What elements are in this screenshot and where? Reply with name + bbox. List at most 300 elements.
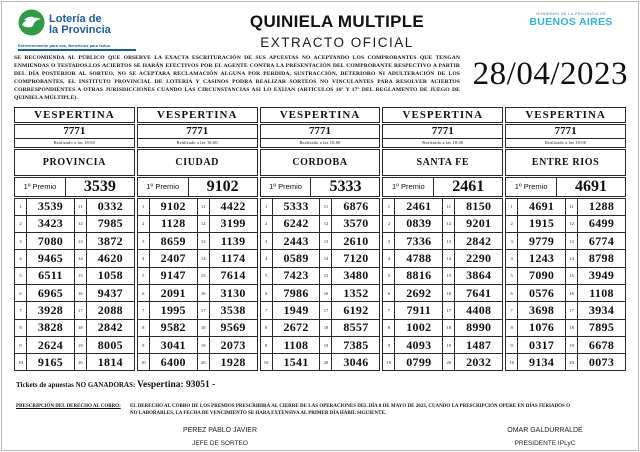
results-table xyxy=(137,198,258,372)
result-number: 6400 xyxy=(149,354,197,371)
result-number: 2091 xyxy=(149,284,197,301)
position-number: 17 xyxy=(443,302,455,319)
result-number: 2624 xyxy=(27,336,75,353)
result-number: 7423 xyxy=(272,267,320,284)
result-row xyxy=(137,336,257,353)
result-row xyxy=(260,302,380,319)
result-row xyxy=(15,215,135,232)
result-number: 9165 xyxy=(27,354,75,371)
position-number: 16 xyxy=(566,284,578,301)
result-row xyxy=(260,198,380,215)
result-number: 8816 xyxy=(395,267,443,284)
first-prize-value: 5333 xyxy=(329,177,362,195)
first-prize-value: 9102 xyxy=(206,177,239,195)
position-number: 19 xyxy=(443,336,455,353)
position-number: 19 xyxy=(566,336,578,353)
result-number: 1541 xyxy=(272,354,320,371)
result-row xyxy=(506,250,626,267)
result-number: 4093 xyxy=(395,336,443,353)
position-number: 6 xyxy=(506,284,518,301)
result-number: 1288 xyxy=(578,198,626,215)
draw-name: VESPERTINA xyxy=(260,107,381,123)
position-number: 9 xyxy=(506,336,518,353)
position-number: 2 xyxy=(506,215,518,232)
result-number: 7985 xyxy=(86,215,134,232)
result-number: 1108 xyxy=(578,284,626,301)
result-number: 4788 xyxy=(395,250,443,267)
result-number: 6242 xyxy=(272,215,320,232)
position-number: 18 xyxy=(74,319,86,336)
result-row xyxy=(260,267,380,284)
first-prize-value: 4691 xyxy=(575,177,608,195)
position-number: 14 xyxy=(320,250,332,267)
page-subtitle: EXTRACTO OFICIAL xyxy=(260,35,414,50)
position-number: 9 xyxy=(15,336,27,353)
position-number: 18 xyxy=(197,319,209,336)
position-number: 16 xyxy=(443,284,455,301)
result-number: 9147 xyxy=(149,267,197,284)
position-number: 3 xyxy=(15,233,27,250)
result-row xyxy=(137,267,257,284)
result-row xyxy=(506,284,626,301)
prize-label: 1º Premio xyxy=(506,178,557,196)
position-number: 20 xyxy=(197,354,209,371)
position-number: 17 xyxy=(320,302,332,319)
result-row xyxy=(383,354,503,371)
result-row xyxy=(383,198,503,215)
result-number: 3539 xyxy=(27,198,75,215)
result-number: 9437 xyxy=(86,284,134,301)
result-number: 1108 xyxy=(272,336,320,353)
position-number: 1 xyxy=(137,198,149,215)
result-row xyxy=(260,336,380,353)
result-row xyxy=(506,354,626,371)
result-number: 1949 xyxy=(272,302,320,319)
document-page xyxy=(1,1,639,451)
position-number: 8 xyxy=(15,319,27,336)
result-number: 9465 xyxy=(27,250,75,267)
result-number: 8005 xyxy=(86,336,134,353)
draw-number: 7771 xyxy=(138,125,257,139)
result-number: 1487 xyxy=(455,336,503,353)
position-number: 4 xyxy=(260,250,272,267)
position-number: 1 xyxy=(260,198,272,215)
result-row xyxy=(383,284,503,301)
result-number: 4422 xyxy=(209,198,257,215)
result-row xyxy=(383,267,503,284)
result-number: 6511 xyxy=(27,267,75,284)
result-row xyxy=(15,336,135,353)
result-number: 2672 xyxy=(272,319,320,336)
position-number: 13 xyxy=(74,233,86,250)
result-number: 1928 xyxy=(209,354,257,371)
position-number: 15 xyxy=(320,267,332,284)
draw-number: 7771 xyxy=(506,125,625,139)
position-number: 20 xyxy=(443,354,455,371)
header xyxy=(2,2,638,51)
position-number: 3 xyxy=(137,233,149,250)
result-row xyxy=(137,215,257,232)
result-number: 7986 xyxy=(272,284,320,301)
tickets-label: Tickets de apuestas NO GANADORAS: xyxy=(16,381,138,390)
result-number: 7895 xyxy=(578,319,626,336)
region-name: ENTRE RIOS xyxy=(505,149,626,176)
position-number: 18 xyxy=(566,319,578,336)
position-number: 16 xyxy=(320,284,332,301)
position-number: 17 xyxy=(74,302,86,319)
position-number: 12 xyxy=(197,215,209,232)
position-number: 19 xyxy=(320,336,332,353)
position-number: 2 xyxy=(15,215,27,232)
result-number: 9134 xyxy=(518,354,566,371)
result-row xyxy=(15,302,135,319)
position-number: 20 xyxy=(320,354,332,371)
result-number: 4408 xyxy=(455,302,503,319)
position-number: 6 xyxy=(137,284,149,301)
result-number: 6876 xyxy=(332,198,380,215)
position-number: 18 xyxy=(443,319,455,336)
result-number: 1128 xyxy=(149,215,197,232)
result-number: 3864 xyxy=(455,267,503,284)
position-number: 5 xyxy=(383,267,395,284)
result-number: 7336 xyxy=(395,233,443,250)
position-number: 13 xyxy=(443,233,455,250)
position-number: 5 xyxy=(15,267,27,284)
position-number: 1 xyxy=(506,198,518,215)
result-number: 2610 xyxy=(332,233,380,250)
result-row xyxy=(15,354,135,371)
page-title: QUINIELA MULTIPLE xyxy=(249,12,425,31)
result-row xyxy=(15,233,135,250)
government-brand xyxy=(516,9,626,28)
result-number: 2842 xyxy=(86,319,134,336)
result-number: 8150 xyxy=(455,198,503,215)
signature-right-role: PRESIDENTE IPLyC xyxy=(514,440,576,448)
result-row xyxy=(506,215,626,232)
first-prize-row xyxy=(382,177,503,197)
result-number: 0839 xyxy=(395,215,443,232)
result-column xyxy=(260,107,381,371)
result-number: 3423 xyxy=(27,215,75,232)
result-row xyxy=(15,267,135,284)
signature-left-role: JEFE DE SORTEO xyxy=(192,440,248,448)
position-number: 12 xyxy=(74,215,86,232)
draw-number: 7771 xyxy=(261,125,380,139)
result-row xyxy=(15,250,135,267)
position-number: 4 xyxy=(137,250,149,267)
result-number: 7641 xyxy=(455,284,503,301)
result-row xyxy=(383,250,503,267)
result-number: 3199 xyxy=(209,215,257,232)
result-number: 3934 xyxy=(578,302,626,319)
draw-name: VESPERTINA xyxy=(14,107,135,123)
result-number: 9779 xyxy=(518,233,566,250)
result-number: 7080 xyxy=(27,233,75,250)
position-number: 2 xyxy=(383,215,395,232)
position-number: 13 xyxy=(566,233,578,250)
position-number: 7 xyxy=(137,302,149,319)
government-line1: GOBIERNO DE LA PROVINCIA DE xyxy=(536,11,606,16)
position-number: 8 xyxy=(260,319,272,336)
results-table xyxy=(382,198,503,372)
result-row xyxy=(260,215,380,232)
position-number: 15 xyxy=(74,267,86,284)
draw-name: VESPERTINA xyxy=(505,107,626,123)
position-number: 6 xyxy=(260,284,272,301)
results-table xyxy=(260,198,381,372)
result-number: 3828 xyxy=(27,319,75,336)
result-number: 0317 xyxy=(518,336,566,353)
result-row xyxy=(15,319,135,336)
position-number: 2 xyxy=(137,215,149,232)
prescription-block xyxy=(16,403,624,417)
position-number: 9 xyxy=(137,336,149,353)
prescription-label: PRESCRIPCIÓN DEL DERECHO AL COBRO: xyxy=(16,404,121,410)
prize-label: 1º Premio xyxy=(383,178,434,196)
result-number: 9569 xyxy=(209,319,257,336)
result-number: 5333 xyxy=(272,198,320,215)
result-row xyxy=(15,198,135,215)
draw-time-note: Realizado a las 18:00 xyxy=(53,140,95,145)
dove-icon xyxy=(18,9,45,41)
result-row xyxy=(383,302,503,319)
result-column xyxy=(505,107,626,371)
draw-date: 28/04/2023 xyxy=(472,56,628,92)
region-name: CIUDAD xyxy=(137,149,258,176)
result-column xyxy=(14,107,135,371)
draw-time-note: Realizado a las 18:00 xyxy=(176,140,218,145)
position-number: 11 xyxy=(320,198,332,215)
first-prize-row xyxy=(14,177,135,197)
result-number: 2461 xyxy=(395,198,443,215)
result-number: 3046 xyxy=(332,354,380,371)
result-row xyxy=(137,284,257,301)
result-number: 9102 xyxy=(149,198,197,215)
position-number: 8 xyxy=(506,319,518,336)
result-number: 3538 xyxy=(209,302,257,319)
position-number: 20 xyxy=(74,354,86,371)
draw-name: VESPERTINA xyxy=(137,107,258,123)
position-number: 13 xyxy=(197,233,209,250)
position-number: 8 xyxy=(137,319,149,336)
result-number: 3949 xyxy=(578,267,626,284)
result-row xyxy=(506,302,626,319)
result-number: 7614 xyxy=(209,267,257,284)
result-number: 1174 xyxy=(209,250,257,267)
position-number: 5 xyxy=(260,267,272,284)
result-row xyxy=(137,354,257,371)
columns xyxy=(14,107,626,371)
result-number: 1243 xyxy=(518,250,566,267)
result-row xyxy=(506,233,626,250)
result-number: 7090 xyxy=(518,267,566,284)
result-number: 3041 xyxy=(149,336,197,353)
position-number: 10 xyxy=(260,354,272,371)
result-number: 0799 xyxy=(395,354,443,371)
result-number: 7385 xyxy=(332,336,380,353)
logo-tagline: Entretenimiento para vos, Beneficios para todos. xyxy=(18,43,136,51)
result-row xyxy=(506,198,626,215)
result-row xyxy=(383,233,503,250)
tickets-value: Vespertina: 93051 - xyxy=(137,380,216,391)
position-number: 10 xyxy=(506,354,518,371)
non-winning-tickets-line xyxy=(16,380,624,390)
result-number: 8798 xyxy=(578,250,626,267)
position-number: 8 xyxy=(383,319,395,336)
government-line2: BUENOS AIRES xyxy=(529,16,613,28)
draw-number: 7771 xyxy=(15,125,134,139)
prize-label: 1º Premio xyxy=(261,178,312,196)
result-row xyxy=(506,267,626,284)
draw-time-note: Realizado a las 18:00 xyxy=(299,140,341,145)
result-number: 2407 xyxy=(149,250,197,267)
result-number: 6499 xyxy=(578,215,626,232)
result-row xyxy=(506,319,626,336)
result-number: 6192 xyxy=(332,302,380,319)
region-name: SANTA FE xyxy=(382,149,503,176)
result-number: 8659 xyxy=(149,233,197,250)
position-number: 14 xyxy=(74,250,86,267)
result-row xyxy=(383,319,503,336)
first-prize-value: 3539 xyxy=(83,177,116,195)
position-number: 12 xyxy=(443,215,455,232)
result-number: 1352 xyxy=(332,284,380,301)
position-number: 4 xyxy=(15,250,27,267)
draw-name: VESPERTINA xyxy=(382,107,503,123)
result-number: 2443 xyxy=(272,233,320,250)
position-number: 17 xyxy=(566,302,578,319)
title-block xyxy=(158,9,516,50)
result-number: 2692 xyxy=(395,284,443,301)
position-number: 1 xyxy=(383,198,395,215)
prescription-text: EL DERECHO AL COBRO DE LOS PREMIOS PRESCRIBIRÁ AL CIERRE DE LAS OPERACIONES DEL DÍA 8 DE MAYO DE 2023, CUANDO LA PRESCRIPCIÓN OPERE EN DÍAS FERIADOS O NO LABORABLES, LA FECHA DE VENCIMIENTO SE HARA EXTENSIVA AL PRIMER DÍA HÁBIL SIGUIENTE. xyxy=(130,404,570,417)
prize-label: 1º Premio xyxy=(15,178,66,196)
result-number: 6774 xyxy=(578,233,626,250)
result-row xyxy=(15,284,135,301)
loteria-logo xyxy=(18,9,158,51)
legal-row xyxy=(14,54,628,102)
position-number: 17 xyxy=(197,302,209,319)
result-number: 2290 xyxy=(455,250,503,267)
result-row xyxy=(260,354,380,371)
result-number: 7120 xyxy=(332,250,380,267)
result-number: 2842 xyxy=(455,233,503,250)
position-number: 10 xyxy=(15,354,27,371)
position-number: 11 xyxy=(566,198,578,215)
result-row xyxy=(137,250,257,267)
position-number: 6 xyxy=(383,284,395,301)
position-number: 20 xyxy=(566,354,578,371)
result-column xyxy=(137,107,258,371)
result-number: 6965 xyxy=(27,284,75,301)
position-number: 18 xyxy=(320,319,332,336)
signature-left-name: PEREZ PABLO JAVIER xyxy=(182,427,258,435)
first-prize-value: 2461 xyxy=(452,177,485,195)
result-number: 1915 xyxy=(518,215,566,232)
result-number: 1058 xyxy=(86,267,134,284)
signatures xyxy=(2,427,638,447)
position-number: 15 xyxy=(443,267,455,284)
position-number: 3 xyxy=(383,233,395,250)
position-number: 15 xyxy=(566,267,578,284)
result-row xyxy=(137,233,257,250)
result-row xyxy=(137,302,257,319)
position-number: 16 xyxy=(74,284,86,301)
signature-right-name: OMAR GALDURRALDE xyxy=(507,427,583,435)
position-number: 7 xyxy=(15,302,27,319)
position-number: 3 xyxy=(260,233,272,250)
position-number: 4 xyxy=(383,250,395,267)
result-number: 1076 xyxy=(518,319,566,336)
result-number: 6678 xyxy=(578,336,626,353)
position-number: 16 xyxy=(197,284,209,301)
result-number: 3872 xyxy=(86,233,134,250)
first-prize-row xyxy=(505,177,626,197)
position-number: 7 xyxy=(383,302,395,319)
result-row xyxy=(260,250,380,267)
result-number: 1139 xyxy=(209,233,257,250)
result-row xyxy=(383,336,503,353)
result-number: 4620 xyxy=(86,250,134,267)
result-number: 9201 xyxy=(455,215,503,232)
position-number: 15 xyxy=(197,267,209,284)
first-prize-row xyxy=(137,177,258,197)
position-number: 13 xyxy=(320,233,332,250)
position-number: 1 xyxy=(15,198,27,215)
result-number: 8990 xyxy=(455,319,503,336)
draw-number: 7771 xyxy=(383,125,502,139)
position-number: 5 xyxy=(506,267,518,284)
position-number: 12 xyxy=(566,215,578,232)
result-row xyxy=(260,284,380,301)
result-number: 1995 xyxy=(149,302,197,319)
result-number: 2073 xyxy=(209,336,257,353)
position-number: 2 xyxy=(260,215,272,232)
draw-time-note: Realizado a las 18:00 xyxy=(545,140,587,145)
result-row xyxy=(260,319,380,336)
result-row xyxy=(137,319,257,336)
position-number: 12 xyxy=(320,215,332,232)
result-number: 2088 xyxy=(86,302,134,319)
result-number: 1814 xyxy=(86,354,134,371)
signature-left xyxy=(140,427,300,447)
position-number: 14 xyxy=(197,250,209,267)
position-number: 19 xyxy=(74,336,86,353)
position-number: 10 xyxy=(383,354,395,371)
result-number: 1002 xyxy=(395,319,443,336)
result-number: 0589 xyxy=(272,250,320,267)
position-number: 3 xyxy=(506,233,518,250)
results-table xyxy=(14,198,135,372)
position-number: 9 xyxy=(260,336,272,353)
result-row xyxy=(506,336,626,353)
position-number: 11 xyxy=(197,198,209,215)
position-number: 11 xyxy=(74,198,86,215)
result-number: 0332 xyxy=(86,198,134,215)
position-number: 19 xyxy=(197,336,209,353)
result-number: 3130 xyxy=(209,284,257,301)
position-number: 9 xyxy=(383,336,395,353)
result-number: 3928 xyxy=(27,302,75,319)
result-number: 8557 xyxy=(332,319,380,336)
position-number: 6 xyxy=(15,284,27,301)
position-number: 4 xyxy=(506,250,518,267)
result-number: 3698 xyxy=(518,302,566,319)
result-number: 3480 xyxy=(332,267,380,284)
result-number: 9582 xyxy=(149,319,197,336)
position-number: 5 xyxy=(137,267,149,284)
result-column xyxy=(382,107,503,371)
